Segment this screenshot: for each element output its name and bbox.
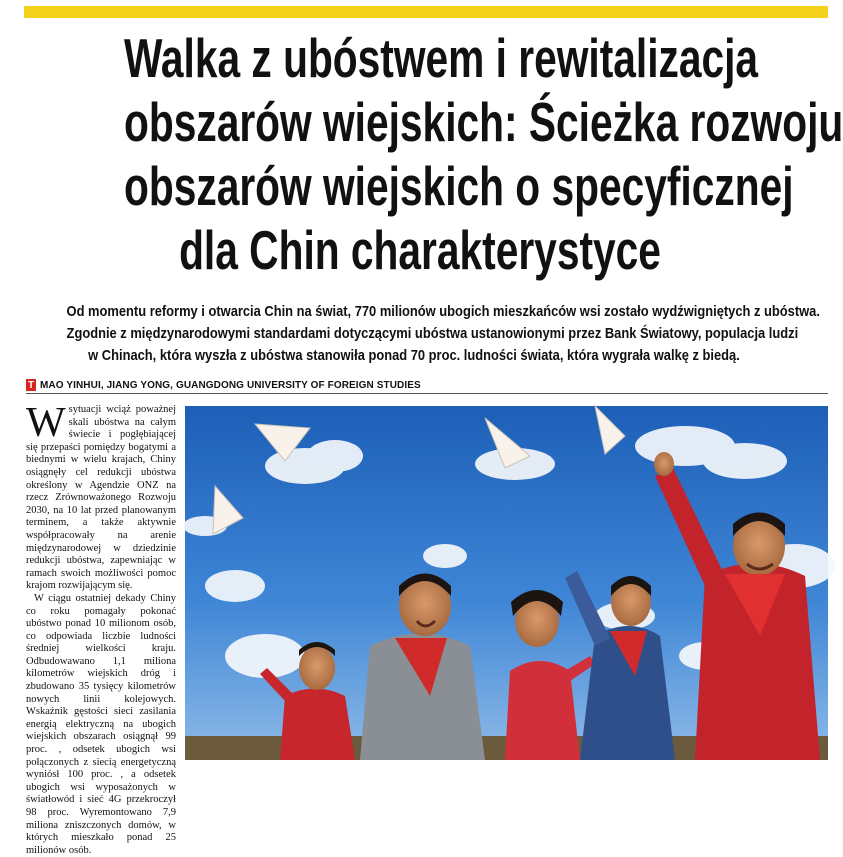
article-paragraph-2: W ciągu ostatniej dekady Chiny co roku pomagały pokonać ubóstwo ponad 10 milionom osób, co odpowiada liczbie ludności średniej wielkości kraju. Odbudowawano 1,1 miliona kilometrów wiejskich dróg i zbudowano 35 tysięcy kilometrów nowych linii kolejowych. Wskaźnik gęstości sieci zasilania energią elektryczną na ubogich wiejskich obszarach osiągnął 99 proc. , odsetek ubogich wsi połączonych z siecią energetyczną wyniósł 100 proc. , a odsetek ubogich wsi wyposażonych w światłowód i sieć 4G przekroczył 98 proc. Wyremontowano 7,9 miliona zniszczonych domów, w których mieszkało ponad 25 milionów osób. — [26, 592, 176, 856]
article-paragraph-1 — [26, 400, 176, 593]
headline — [124, 26, 843, 282]
drop-cap: W — [26, 400, 66, 446]
article-photo — [185, 406, 828, 760]
headline-line-1: Walka z ubóstwem i rewitalizacja — [124, 27, 759, 89]
article-body — [26, 400, 176, 856]
lead-paragraph — [66, 301, 820, 367]
top-accent-bar — [24, 6, 828, 18]
byline — [26, 377, 828, 394]
article-paragraph-1-text: sytuacji wciąż poważnej skali ubóstwa na całym świecie i pogłębiającej się przepaści pomiędzy bogatymi a biednymi w wielu krajach, Chiny osiągnęły cel redukcji ubóstwa określony w Agendzie ONZ na rzecz Zrównoważonego Rozwoju 2030, na 10 lat przed planowanym terminem, a także aktywnie współpracowały na arenie międzynarodowej w dziedzinie redukcji ubóstwa, zapewniając w ramach swoich możliwości pomoc krajom rozwijającym się. — [26, 404, 176, 592]
headline-line-4: dla Chin charakterystyce — [179, 219, 661, 281]
headline-line-3: obszarów wiejskich o specyficznej — [124, 155, 794, 217]
lead-line-3: w Chinach, która wyszła z ubóstwa stanowiła ponad 70 proc. ludności świata, która wygrała walkę z biedą. — [88, 347, 740, 364]
byline-authors: MAO YINHUI, JIANG YONG, GUANGDONG UNIVERSITY OF FOREIGN STUDIES — [40, 379, 421, 391]
lead-line-2: Zgodnie z międzynarodowymi standardami dotyczącymi ubóstwa ustanowionymi przez Bank Światowy, populacja ludzi — [66, 325, 799, 342]
byline-logo-icon: T — [27, 379, 35, 391]
children-paper-planes-photo — [185, 406, 828, 760]
lead-line-1: Od momentu reformy i otwarcia Chin na świat, 770 milionów ubogich mieszkańców wsi zostało wydźwigniętych z ubóstwa. — [66, 303, 820, 320]
headline-line-2: obszarów wiejskich: Ścieżka rozwoju — [124, 91, 843, 153]
